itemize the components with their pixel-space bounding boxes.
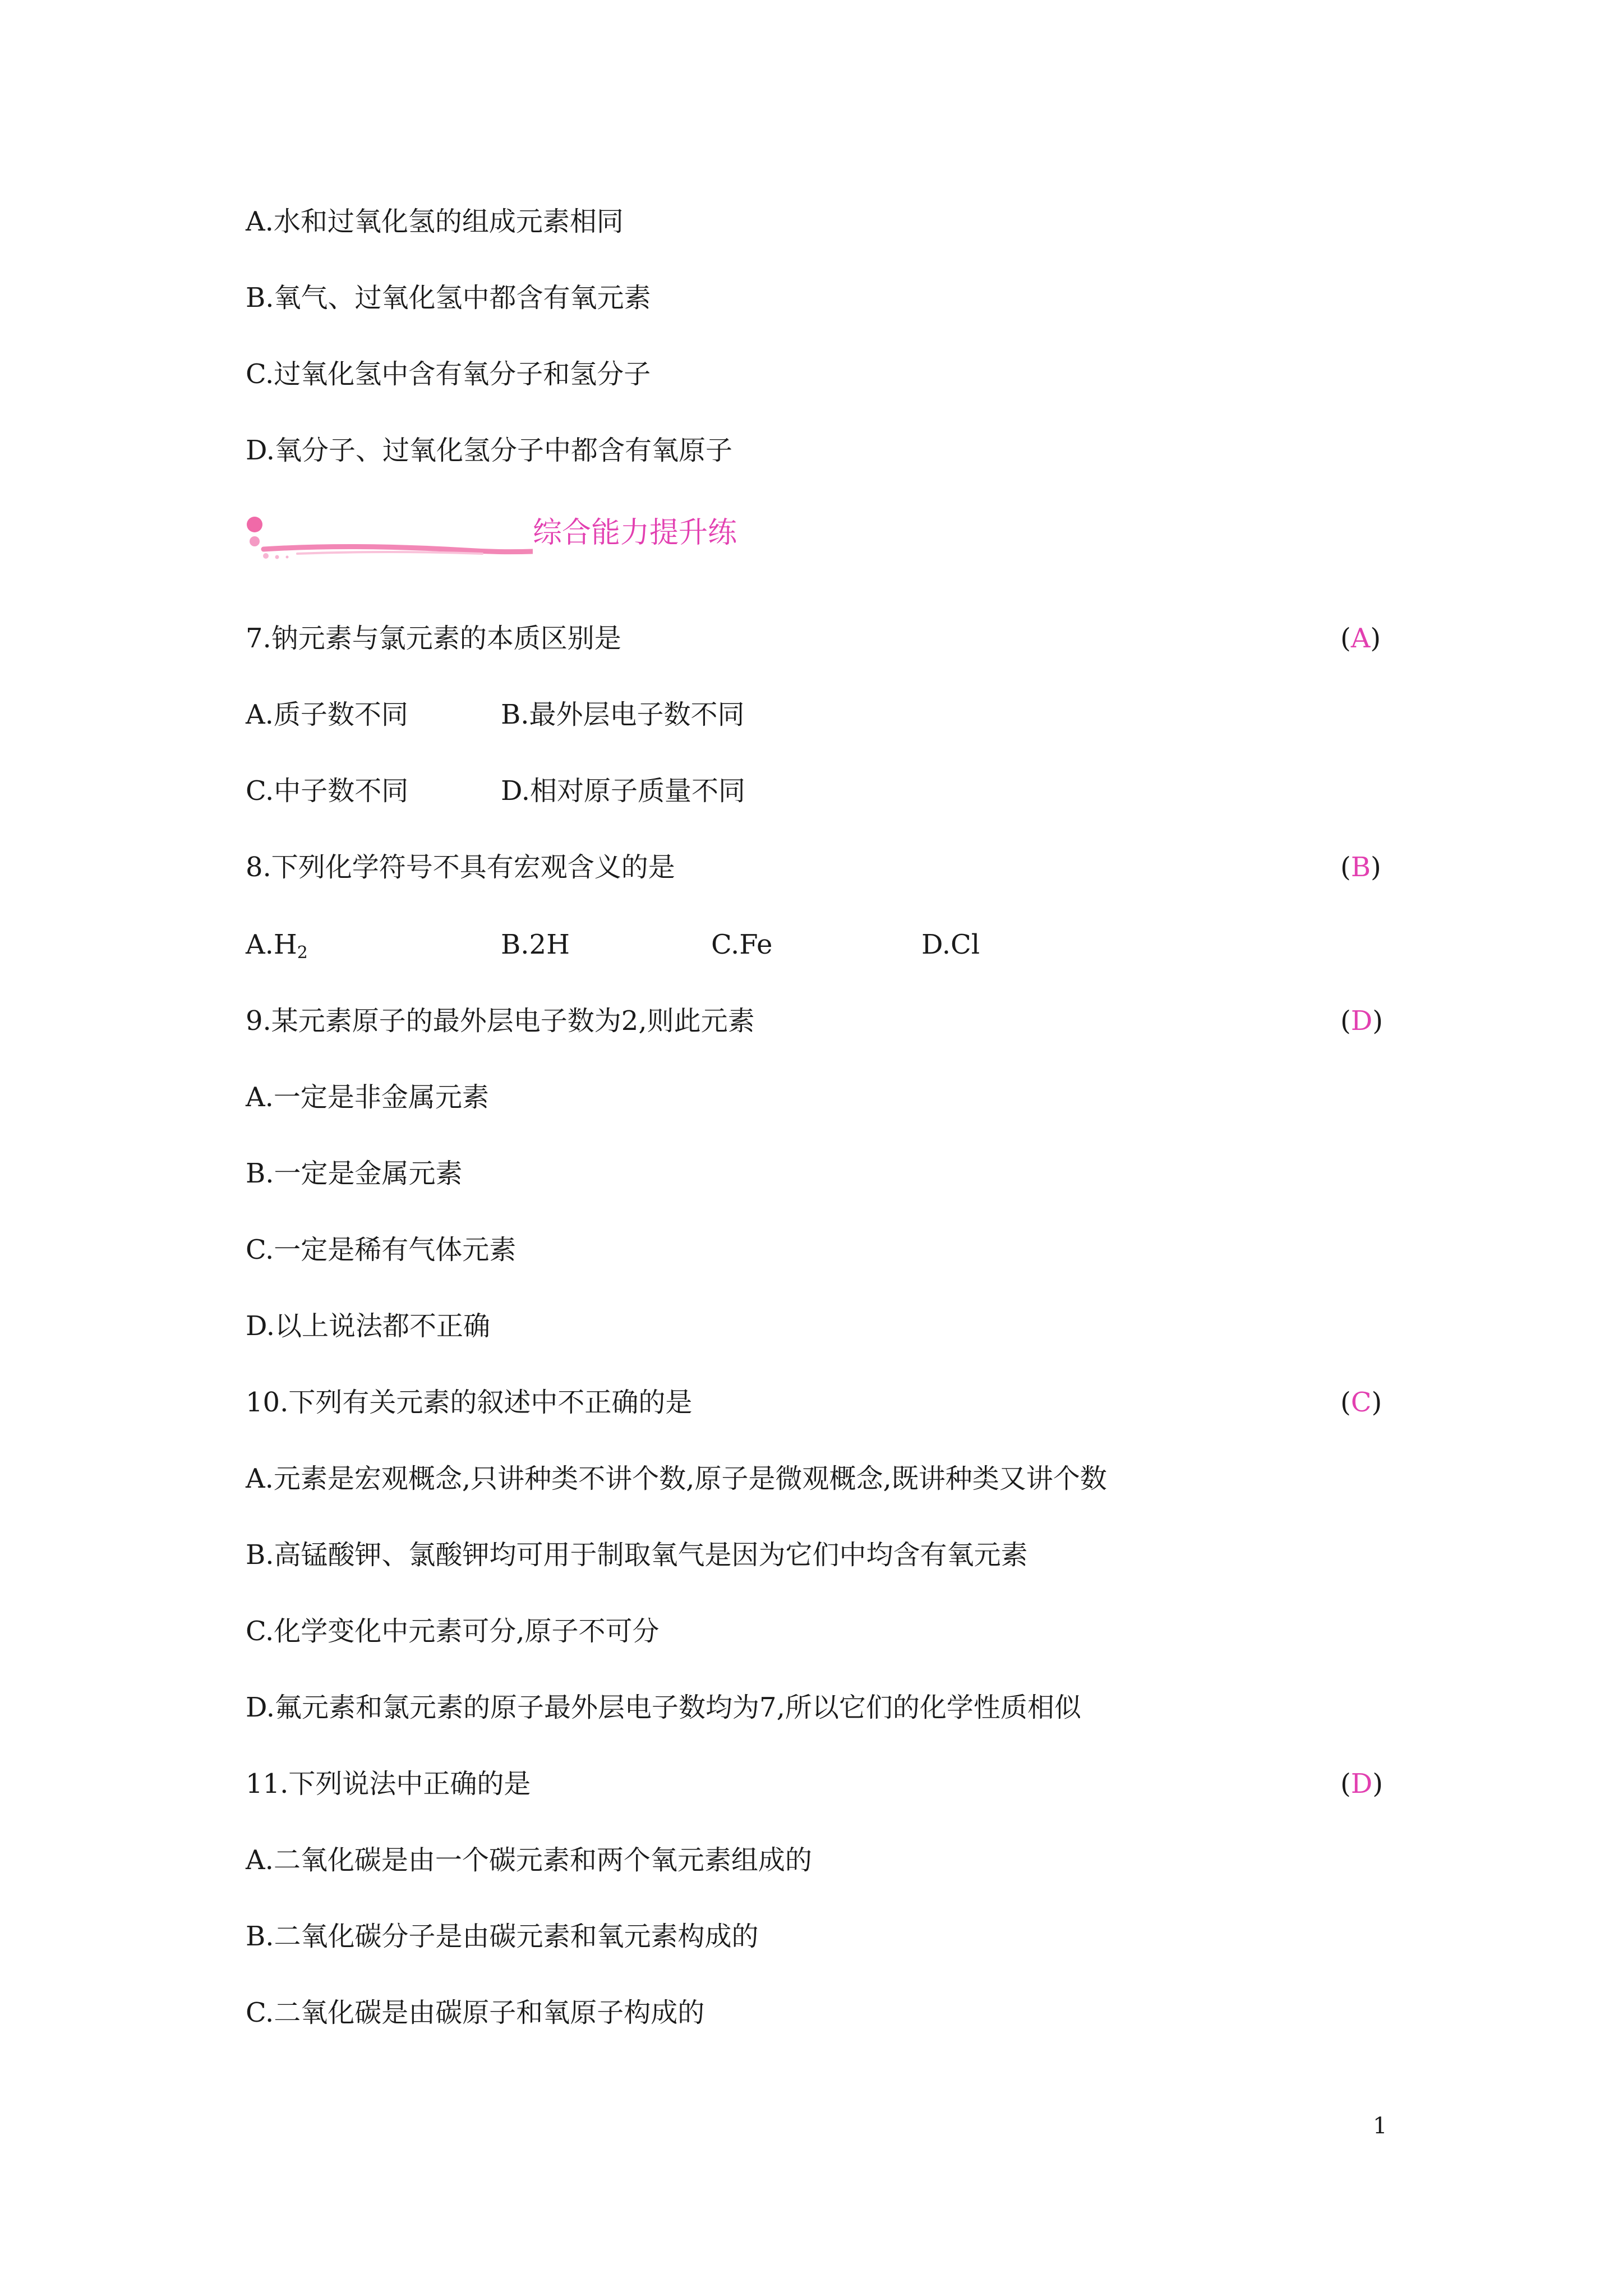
option-line: C.中子数不同 bbox=[246, 775, 409, 807]
option-line: A.元素是宏观概念,只讲种类不讲个数,原子是微观概念,既讲种类又讲个数 bbox=[246, 1463, 1107, 1494]
option-line: D.氟元素和氯元素的原子最外层电子数均为7,所以它们的化学性质相似 bbox=[246, 1692, 1081, 1723]
option-line: B.氧气、过氧化氢中都含有氧元素 bbox=[246, 282, 651, 314]
option-line: B.最外层电子数不同 bbox=[501, 699, 745, 730]
option-line: C.一定是稀有气体元素 bbox=[246, 1234, 517, 1266]
option-line bbox=[246, 928, 308, 970]
answer-letter: C bbox=[1350, 1387, 1372, 1418]
option-line: C.过氧化氢中含有氧分子和氢分子 bbox=[246, 358, 651, 390]
question-stem: 10.下列有关元素的叙述中不正确的是 bbox=[246, 1387, 693, 1418]
question-stem: 9.某元素原子的最外层电子数为2,则此元素 bbox=[246, 1005, 755, 1037]
question-stem: 11.下列说法中正确的是 bbox=[246, 1768, 531, 1800]
page-number: 1 bbox=[1373, 2113, 1387, 2139]
option-line: A.水和过氧化氢的组成元素相同 bbox=[246, 206, 624, 237]
option-line: A.质子数不同 bbox=[246, 699, 408, 730]
answer-letter: D bbox=[1350, 1768, 1373, 1800]
option-line: A.二氧化碳是由一个碳元素和两个氧元素组成的 bbox=[246, 1844, 812, 1876]
option-line: C.二氧化碳是由碳原子和氧原子构成的 bbox=[246, 1997, 705, 2028]
option-line: B.一定是金属元素 bbox=[246, 1158, 463, 1189]
option-line: C.Fe bbox=[711, 929, 773, 960]
answer-bracket: (C) bbox=[1340, 1387, 1382, 1418]
option-line: A.一定是非金属元素 bbox=[246, 1082, 489, 1113]
option-line: C.化学变化中元素可分,原子不可分 bbox=[246, 1616, 660, 1647]
option-line: D.以上说法都不正确 bbox=[246, 1310, 491, 1342]
option-line: B.2H bbox=[501, 929, 570, 960]
option-text: A.H bbox=[246, 929, 297, 960]
answer-letter: A bbox=[1350, 623, 1371, 654]
answer-letter: D bbox=[1350, 1005, 1373, 1037]
option-line: B.高锰酸钾、氯酸钾均可用于制取氧气是因为它们中均含有氧元素 bbox=[246, 1539, 1028, 1571]
answer-letter: B bbox=[1350, 852, 1371, 883]
question-stem: 7.钠元素与氯元素的本质区别是 bbox=[246, 623, 621, 654]
option-line: D.氧分子、过氧化氢分子中都含有氧原子 bbox=[246, 435, 733, 466]
option-line: B.二氧化碳分子是由碳元素和氧元素构成的 bbox=[246, 1921, 759, 1952]
decorative-dots-icon bbox=[241, 513, 533, 569]
section-header bbox=[241, 513, 746, 569]
subscript: 2 bbox=[297, 943, 308, 963]
question-stem: 8.下列化学符号不具有宏观含义的是 bbox=[246, 852, 675, 883]
option-line: D.Cl bbox=[921, 929, 980, 960]
answer-bracket: (D) bbox=[1340, 1005, 1383, 1037]
answer-bracket: (D) bbox=[1340, 1768, 1383, 1800]
section-title: 综合能力提升练 bbox=[533, 516, 737, 550]
answer-bracket: (B) bbox=[1340, 852, 1381, 883]
option-line: D.相对原子质量不同 bbox=[501, 775, 746, 807]
answer-bracket: (A) bbox=[1340, 623, 1381, 654]
